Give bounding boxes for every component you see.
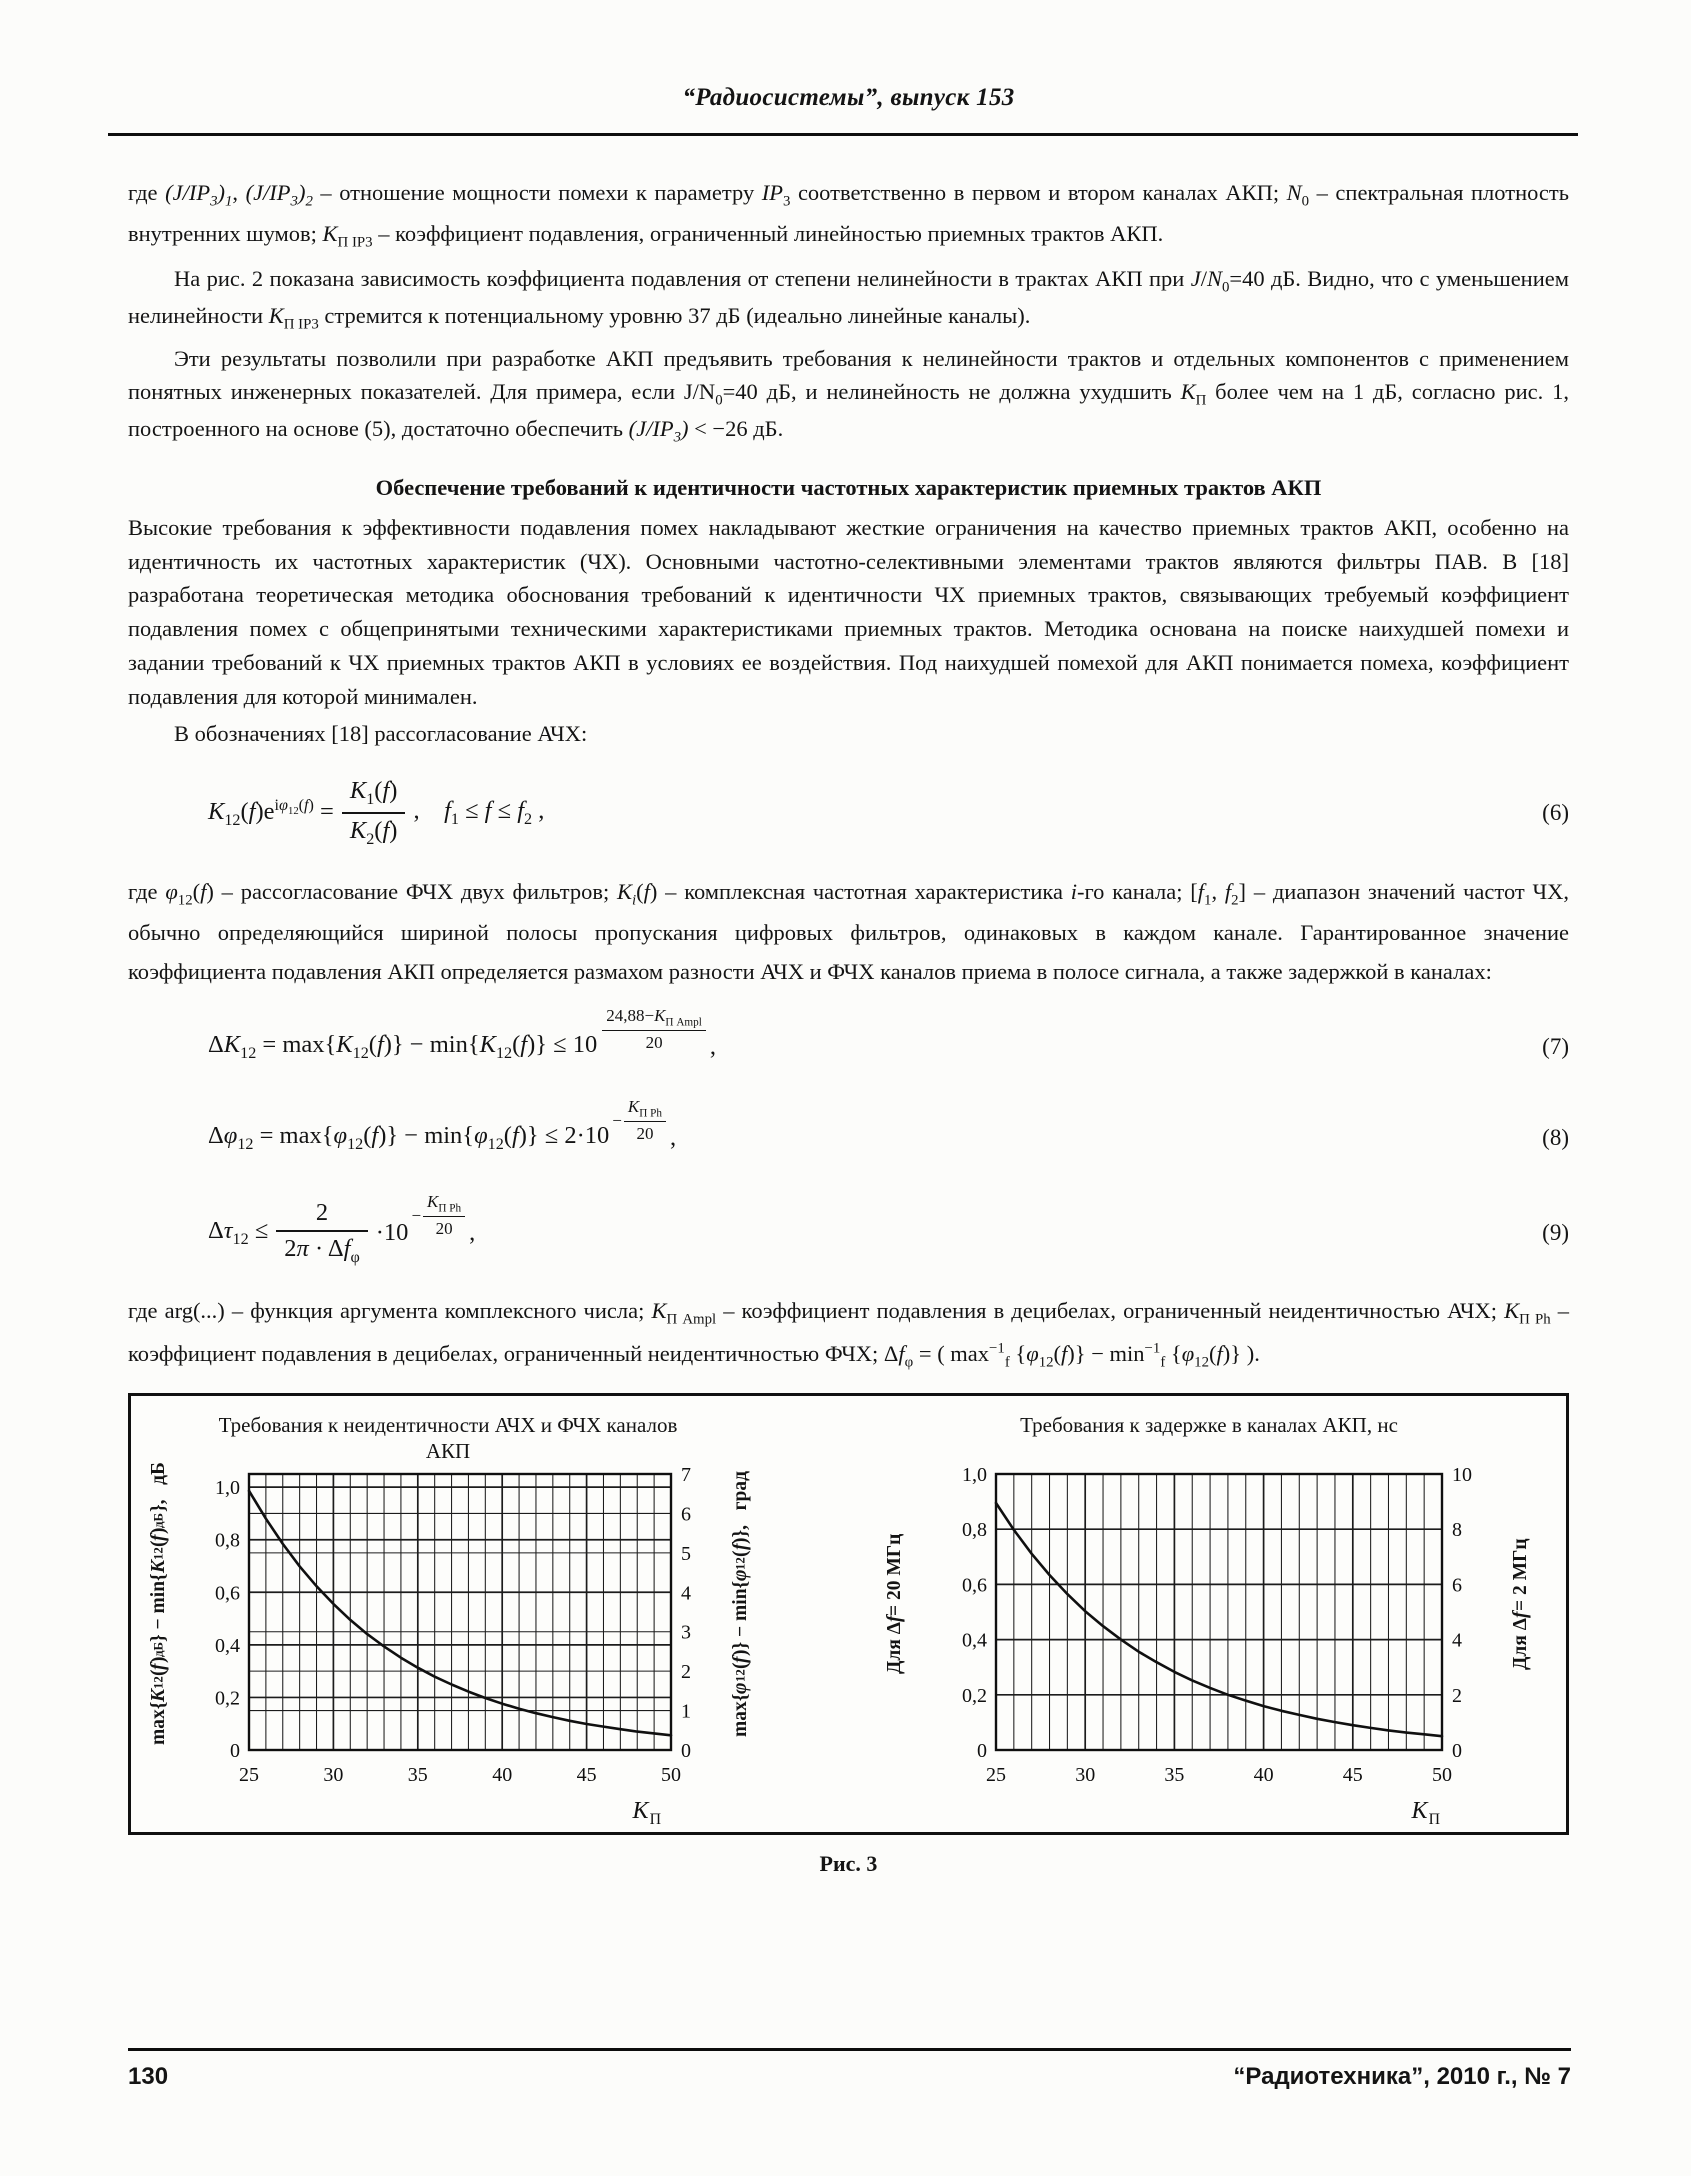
svg-text:2: 2 (1452, 1684, 1462, 1707)
paragraph-identity-requirements: Высокие требования к эффективности подавления помех накладывают жесткие ограничения на качество приемных трактов АКП, особенно на идентичность их частотных характеристик (ЧХ). Основными частотно-селективными элементами трактов являются фильтры ПАВ. В [18] разработана теоретическая методика обоснования требований к идентичности ЧХ приемных трактов, связывающих требуемый коэффициент подавления помех с общепринятыми техническими характеристиками приемных трактов. Методика основана на поиске наихудшей помехи и задании требований к ЧХ приемных трактов АКП в условиях ее воздействия. Под наихудшей помехой для АКП понимается помеха, коэффициент подавления для которой минимален. (128, 514, 1569, 709)
svg-text:1: 1 (681, 1700, 691, 1723)
svg-text:0,6: 0,6 (215, 1582, 240, 1605)
equation-8-expression: $\Delta\varphi_{12} = \max\{\varphi_{12}(f)\} - \min\{\varphi_{12}(f)\} \le 2\cdot 10$ (208, 1121, 610, 1153)
equation-8-punctuation: , (670, 1123, 677, 1151)
section-heading: Обеспечение требований к идентичности частотных характеристик приемных трактов АКП (375, 474, 1322, 500)
figure-caption: Рис. 3 (819, 1850, 878, 1876)
equation-6 (128, 755, 1569, 871)
fraction-denominator: $K_2(f)$ (349, 817, 398, 849)
chart-title (183, 1410, 713, 1466)
svg-text:0,2: 0,2 (215, 1687, 240, 1710)
equation-7-expression: $\Delta K_{12} = \max\{K_{12}(f)\} - \min\{K_{12}(f)\} \le 10$ (208, 1030, 598, 1062)
svg-text:0,4: 0,4 (215, 1634, 240, 1657)
svg-text:3: 3 (681, 1621, 691, 1644)
svg-text:0,8: 0,8 (215, 1529, 240, 1552)
equation-9-mid: ·10 (375, 1218, 409, 1246)
svg-text:4: 4 (1452, 1629, 1462, 1652)
equation-9-punctuation: , (469, 1218, 476, 1246)
y-axis-label-right: max{ φ 12 ( f )} − min{ φ 12 ( f )}, град (730, 1470, 751, 1738)
chart-title-text: Требования к неидентичности АЧХ и ФЧХ каналов АКП (218, 1412, 678, 1464)
svg-text:10: 10 (1452, 1465, 1472, 1486)
svg-text:0,8: 0,8 (962, 1519, 987, 1542)
exponent-denominator: 20 (636, 1124, 654, 1144)
svg-text:50: 50 (1432, 1763, 1452, 1786)
page-number: 130 (128, 2063, 169, 2090)
svg-text:2: 2 (681, 1661, 691, 1684)
y-axis-label-left: Для Δ f = 20 МГц (884, 1533, 905, 1675)
y-axis-label-right: Для Δ f = 2 МГц (1510, 1538, 1531, 1670)
paragraph-notation-intro: В обозначениях [18] рассогласование АЧХ: (174, 721, 588, 747)
y-axis-label-left: max{ K 12 ( f ) дБ } − min{ K 12 ( f ) дБ }, дБ (148, 1462, 169, 1746)
svg-text:1,0: 1,0 (962, 1465, 987, 1486)
equation-6-lhs: $K_{12}(f)e^{i\varphi_{12}(f)}$ = (208, 796, 334, 829)
exponent-fraction (612, 1097, 666, 1144)
fraction-numerator: 2 (276, 1198, 367, 1232)
footer-journal-ref: “Радиотехника”, 2010 г., № 7 (1233, 2063, 1571, 2090)
svg-text:30: 30 (1075, 1763, 1096, 1786)
exponent-fraction (600, 1006, 706, 1053)
exponent-denominator: 20 (435, 1219, 453, 1239)
equation-9-body (208, 1191, 476, 1268)
article-body (128, 174, 1569, 1877)
svg-text:4: 4 (681, 1582, 691, 1605)
equation-8-number: (8) (1542, 1124, 1569, 1150)
paragraph-definitions-ip3: где $(J/IP_3)_1$, $(J/IP_3)_2$ – отношение мощности помехи к параметру $IP_3$ соответственно в первом и втором каналах АКП; $N_0$ – спектральная плотность внутренних шумов; $K_{П IP3}$ – коэффициент подавления, ограниченный линейностью приемных трактов АКП. (128, 180, 1569, 251)
svg-text:30: 30 (323, 1763, 344, 1786)
exponent-numerator: $K_{П Ph}$ (423, 1192, 465, 1217)
chart-delay-requirements (864, 1410, 1550, 1830)
equation-6-number: (6) (1542, 800, 1569, 826)
equation-7-punctuation: , (709, 1032, 717, 1060)
svg-text:6: 6 (1452, 1574, 1462, 1597)
line-plot-delay (926, 1466, 1492, 1798)
svg-text:0: 0 (681, 1739, 691, 1762)
figure-3 (128, 1393, 1569, 1877)
equation-7-body (208, 1005, 717, 1070)
chart-title (926, 1410, 1492, 1466)
line-plot-nonidentity (183, 1466, 713, 1798)
svg-text:1,0: 1,0 (215, 1477, 240, 1500)
equation-9 (128, 1182, 1569, 1284)
svg-text:0,4: 0,4 (962, 1629, 987, 1652)
x-axis-label: $K_П$ (1411, 1797, 1440, 1828)
equation-6-body (208, 776, 544, 850)
exponent-numerator: $24,88-K_{П Ampl}$ (602, 1006, 706, 1031)
svg-text:25: 25 (986, 1763, 1006, 1786)
equation-7-number: (7) (1542, 1033, 1569, 1059)
equation-9-number: (9) (1542, 1219, 1569, 1245)
svg-text:0: 0 (977, 1739, 987, 1762)
fraction (342, 776, 406, 850)
svg-text:0,2: 0,2 (962, 1684, 987, 1707)
equation-6-condition: , $f_1 \le f \le f_2$ , (413, 797, 545, 829)
exponent-denominator: 20 (645, 1033, 663, 1053)
header-rule (108, 133, 1578, 136)
svg-text:5: 5 (681, 1542, 691, 1565)
exponent-fraction (411, 1192, 465, 1239)
svg-text:40: 40 (492, 1763, 513, 1786)
svg-text:35: 35 (407, 1763, 428, 1786)
paragraph-fig2-discussion: На рис. 2 показана зависимость коэффициента подавления от степени нелинейности в трактах АКП при $J/N_0=40$ дБ. Видно, что с уменьшением нелинейности $K_{П IP3}$ стремится к потенциальному уровню 37 дБ (идеально линейные каналы). (128, 266, 1569, 333)
equation-8 (128, 1094, 1569, 1182)
exponent-sign: − (411, 1205, 422, 1225)
svg-text:8: 8 (1452, 1519, 1462, 1542)
chart-title-text: Требования к задержке в каналах АКП, нс (1020, 1412, 1398, 1437)
svg-text:0: 0 (1452, 1739, 1462, 1762)
figure-frame (128, 1393, 1569, 1835)
page-footer (128, 2048, 1571, 2091)
svg-text:7: 7 (681, 1465, 691, 1486)
svg-text:50: 50 (661, 1763, 681, 1786)
paragraph-requirements-example: Эти результаты позволили при разработке АКП предъявить требования к нелинейности трактов и отдельных компонентов с применением понятных инженерных показателей. Для примера, если $J/N_0=40$ дБ, и нелинейность не должна ухудшить $K_П$ более чем на 1 дБ, согласно рис. 1, построенного на основе (5), достаточно обеспечить $(J/IP_3) < -26$ дБ. (128, 345, 1569, 446)
fraction-denominator: $2\pi \cdot \Delta f_\varphi$ (284, 1234, 360, 1266)
svg-text:25: 25 (239, 1763, 259, 1786)
equation-9-lhs: $\Delta\tau_{12}$ ≤ (208, 1216, 269, 1248)
svg-text:35: 35 (1164, 1763, 1185, 1786)
journal-header-title: “Радиосистемы”, выпуск 153 (682, 84, 1015, 111)
svg-text:40: 40 (1253, 1763, 1274, 1786)
svg-text:0,6: 0,6 (962, 1574, 987, 1597)
fraction (276, 1198, 367, 1268)
exponent-numerator: $K_{П Ph}$ (624, 1097, 666, 1122)
x-axis-label: $K_П$ (632, 1797, 661, 1828)
paragraph-after-eq9: где arg(...) – функция аргумента комплексного числа; $K_{П Ampl}$ – коэффициент подавления в децибелах, ограниченный неидентичностью АЧХ; $K_{П Ph}$ – коэффициент подавления в децибелах, ограниченный неидентичностью ФЧХ; $\Delta f_\varphi$ = ( $\max^{-1}_f \{\varphi_{12}(f)\} - \min^{-1}_f \{\varphi_{12}(f)\}$ ). (128, 1297, 1570, 1371)
fraction-numerator: $K_1(f)$ (342, 776, 406, 814)
svg-text:45: 45 (576, 1763, 597, 1786)
svg-text:45: 45 (1342, 1763, 1363, 1786)
paragraph-after-eq6: где $\varphi_{12}(f)$ – рассогласование ФЧХ двух фильтров; $K_i(f)$ – комплексная частотная характеристика i-го канала; [$f_1$, $f_2$] – диапазон значений частот ЧХ, обычно определяющийся шириной полосы пропускания цифровых фильтров, одинаковых в каждом канале. Гарантированное значение коэффициента подавления АКП определяется размахом разности АЧХ и ФЧХ каналов приема в полосе сигнала, а также задержкой в каналах: (128, 879, 1570, 984)
svg-text:0: 0 (230, 1739, 240, 1762)
exponent-sign: − (612, 1110, 622, 1130)
chart-afc-pfc-nonidentity (135, 1410, 769, 1830)
equation-8-body (208, 1096, 677, 1161)
svg-text:6: 6 (681, 1503, 691, 1526)
equation-7 (128, 1000, 1569, 1094)
